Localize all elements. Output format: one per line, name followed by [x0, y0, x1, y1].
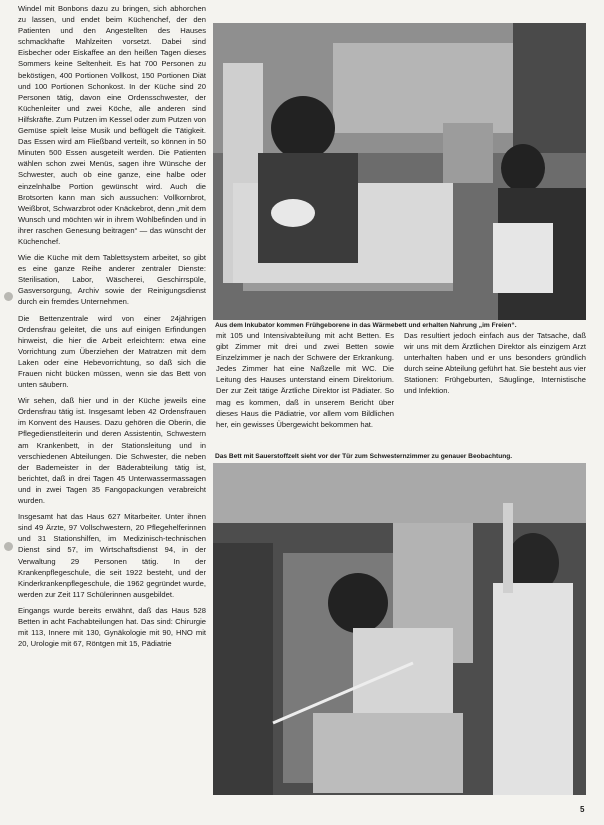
paragraph: mit 105 und Intensivabteilung mit acht Betten. Es gibt Zimmer mit drei und zwei Betten sowie Einzelzimmer je nach der Schwere der Erkrankung. Jedes Zimmer hat eine Naßzelle mit WC. Die Leitung des Hauses unterstand einem Direktorium. Der zur Zeit tätige Ärztliche Direktor ist Pädiater. So mag es kommen, daß in unserem Bericht über dieses Haus die Pädiatrie, vor allem vom Bildlichen her, ein gewisses Übergewicht bekommen hat. — [216, 331, 394, 429]
paragraph: Eingangs wurde bereits erwähnt, daß das Haus 528 Betten in acht Fachabteilungen hat. Das sind: Chirurgie mit 113, Innere mit 130, Gynäkologie mit 90, HNO mit 20, Urologie mit 67, Röntgen mit 15, Pädiatrie — [18, 605, 206, 649]
paragraph: Wir sehen, daß hier und in der Küche jeweils eine Ordensfrau tätig ist. Insgesamt leben 42 Ordensfrauen im Konvent des Hauses. Dazu gehören die Oberin, die Pflegedienstleiterin und deren Assistentin, Schwestern am Krankenbett, in der Stationsleitung und in verschiedenen Abteilungen. Die Schwester, die neben der Bademeister in der Bäderabteilung tätig ist, berichtet, daß in drei Tagen 45 Unterwassermassagen und in zwei Tagen 35 Fangopackungen verabreicht wurden. — [18, 396, 206, 506]
right-text-column — [404, 330, 586, 402]
photo-drawing — [213, 23, 586, 320]
photo-drawing — [213, 463, 586, 795]
paragraph: Insgesamt hat das Haus 627 Mitarbeiter. Unter ihnen sind 49 Ärzte, 97 Vollschwestern, 20 Pflegehelferinnen und 31 Stationshilfen, im Medizinisch-technischen Dienst sind 57, im Wirtschaftsdienst 94, in der Verwaltung 29 Personen tätig. In der Krankenpflegeschule, die seit 1922 besteht, und der Kinderkrankenpflegeschule, die 1962 gegründet wurde, werden zur Zeit 117 Schülerinnen ausgebildet. — [18, 512, 206, 599]
page-number: 5 — [580, 805, 585, 814]
paragraph: Die Bettenzentrale wird von einer 24jährigen Ordensfrau geleitet, die uns auf einigen Erfindungen hinweist, die hier die Arbeit erleichtern: etwa eine Vorrichtung zum Überziehen der Matratzen mit dem Laken oder eine Hebevorrichtung, so daß sich die Frauen nicht bücken müssen, wenn sie das Bett von unten säubern. — [18, 313, 206, 390]
punch-hole-bottom — [4, 542, 13, 551]
paragraph: Wie die Küche mit dem Tablettsystem arbeitet, so gibt es eine ganze Reihe anderer zentraler Dienste: Sterilisation, Labor, Wäscherei, Geschirrspüle, Gasversorgung, Archiv sowie der Reinigungsdienst durch ein fremdes Unternehmen. — [18, 253, 206, 307]
middle-text-column — [216, 330, 394, 435]
paragraph: Windel mit Bonbons dazu zu bringen, sich abhorchen zu lassen, und endet beim Küchenchef, der den Patienten und den Angestellten des Hauses schmackhafte Mahlzeiten vorsetzt. Dabei sind Eisbecher oder Eiskaffee an den heißen Tagen dieses Sommers keine Seltenheit. Es hat 700 Personen zu beköstigen, 400 Portionen Vollkost, 150 Portionen Diät und 100 Portionen Schonkost. In der Küche sind 20 Personen tätig, davon eine Ordensschwester, der Küchenleiter und zwei Köche, alle anderen sind Hilfskräfte. Zum Putzen im Kessel oder zum Putzen von Gemüse spielt leise Musik und beflügelt die Tätigkeit. Das Essen wird am Fließband verteilt, so können in 50 Minuten 500 Essen ausgeteilt werden. Die Patienten wählen schon zwei Menüs, sagen ihre Wünsche der Schwester, auch ob eine ganze, eine halbe oder einzelnhalbe Portion gewünscht wird. Auch die Brotsorten kann man sich aussuchen: Vollkornbrot, Weißbrot, Schwarzbrot oder Knäckebrot, denn „mit dem Wunsch und möchten wir in ihrem Wohlbefinden und in ihrer raschen Genesung beitragen“ — das wünscht der Küchenchef. — [18, 4, 206, 246]
photo-caption: Aus dem Inkubator kommen Frühgeborene in das Wärmebett und erhalten Nahrung „im Freien“. — [215, 322, 517, 329]
photo-nurses-oxygen-tent — [213, 463, 586, 795]
left-text-column — [18, 3, 206, 654]
punch-hole-top — [4, 292, 13, 301]
photo-nurse-incubator — [213, 23, 586, 320]
photo-caption: Das Bett mit Sauerstoffzelt sieht vor der Tür zum Schwesternzimmer zu genauer Beobachtung. — [215, 453, 513, 460]
paragraph: Das resultiert jedoch einfach aus der Tatsache, daß wir uns mit dem Ärztlichen Direktor als einzigem Arzt unterhalten haben und er uns besonders gründlich durch seine Abteilung geführt hat. Sie besteht aus vier Stationen: Frühgeburten, Säuglinge, Internistische und Infektion. — [404, 331, 586, 396]
